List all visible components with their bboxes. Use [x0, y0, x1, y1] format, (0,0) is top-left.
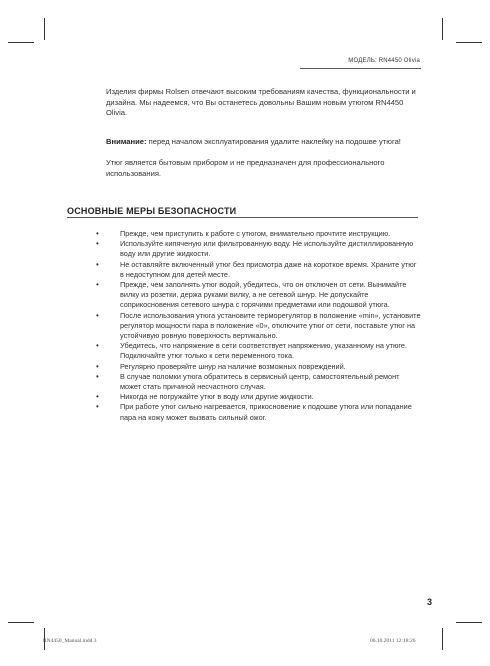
crop-mark-top-right-h	[456, 42, 482, 43]
warning-text: перед началом эксплуатирования удалите наклейку на подошве утюга!	[146, 137, 401, 146]
section-title: ОСНОВНЫЕ МЕРЫ БЕЗОПАСНОСТИ	[67, 206, 237, 216]
header-rule	[300, 68, 421, 69]
list-item-text: Прежде, чем приступить к работе с утюгом, внимательно прочтите инструкцию.	[120, 229, 391, 238]
list-item	[96, 392, 421, 402]
bullet: •	[96, 239, 99, 249]
page-number: 3	[426, 597, 432, 607]
list-item	[96, 229, 421, 239]
list-item-text: Убедитесь, что напряжение в сети соответствует напряжению, указанному на утюге. Подключайте утюг только к сети переменного тока.	[120, 341, 408, 361]
list-item-text: Никогда не погружайте утюг в воду или другие жидкости.	[120, 392, 314, 402]
list-item	[96, 402, 421, 422]
list-item	[96, 372, 421, 392]
footer-file-name: RN4450_Manual.indd 3	[43, 638, 97, 644]
bullet: •	[96, 392, 99, 402]
crop-mark-top-left-v	[44, 18, 45, 40]
bullet: •	[96, 371, 99, 381]
bullet: •	[96, 280, 99, 290]
footer-date: 06.10.2011 12:18:26	[370, 638, 416, 644]
bullet: •	[96, 361, 99, 371]
crop-mark-bottom-right-h	[456, 622, 482, 623]
list-item-text: В случае поломки утюга обратитесь в сервисный центр, самостоятельный ремонт может стать причиной несчастного случая.	[120, 371, 400, 392]
crop-mark-bottom-right-v	[442, 628, 443, 650]
bullet: •	[96, 310, 99, 320]
header-model: МОДЕЛЬ: RN4450 Olivia	[348, 58, 420, 64]
list-item-text: Не оставляйте включенный утюг без присмотра даже на короткое время. Храните утюг в недоступном для детей месте.	[120, 259, 417, 279]
list-item	[96, 260, 421, 280]
crop-mark-top-left-h	[8, 42, 34, 43]
safety-list	[96, 229, 421, 423]
warning-paragraph	[106, 137, 416, 148]
section-rule	[67, 217, 418, 218]
list-item-text: Прежде, чем заполнять утюг водой, убедитесь, что он отключен от сети. Вынимайте вилку из розетки, держа руками вилку, а не сетевой шнур. Не допускайте соприкосновения сетевого шнура с горячими предметами или подошвой утюга.	[120, 280, 407, 310]
list-item	[96, 362, 421, 372]
bullet: •	[96, 259, 99, 269]
purpose-paragraph: Утюг является бытовым прибором и не предназначен для профессионального использования.	[106, 158, 385, 178]
list-item	[96, 239, 421, 259]
list-item-text: После использования утюга установите терморегулятор в положение «min», установите регулятор мощности пара в положение «0», отключите утюг от сети, поставьте утюг на устойчивую ровную поверхность вертикально.	[120, 310, 421, 341]
list-item	[96, 280, 421, 311]
warning-label: Внимание:	[106, 137, 147, 146]
bullet: •	[96, 402, 99, 412]
intro-paragraph: Изделия фирмы Rolsen отвечают высоким требованиям качества, функциональности и дизайна. Мы надеемся, что Вы останетесь довольны Вашим новым утюгом RN4450 Olivia.	[106, 87, 416, 118]
list-item-text: Регулярно проверяйте шнур на наличие возможных повреждений.	[120, 361, 346, 371]
list-item-text: Используйте кипяченую или фильтрованную воду. Не используйте дистиллированную воду или другие жидкости.	[120, 239, 414, 259]
list-item	[96, 311, 421, 342]
list-item-text: При работе утюг сильно нагревается, прикосновение к подошве утюга или попадание пара на кожу может вызвать сильный ожог.	[120, 402, 412, 422]
list-item	[96, 341, 421, 361]
bullet: •	[96, 341, 99, 351]
bullet: •	[96, 229, 99, 238]
crop-mark-top-right-v	[442, 18, 443, 40]
crop-mark-bottom-left-h	[8, 622, 34, 623]
